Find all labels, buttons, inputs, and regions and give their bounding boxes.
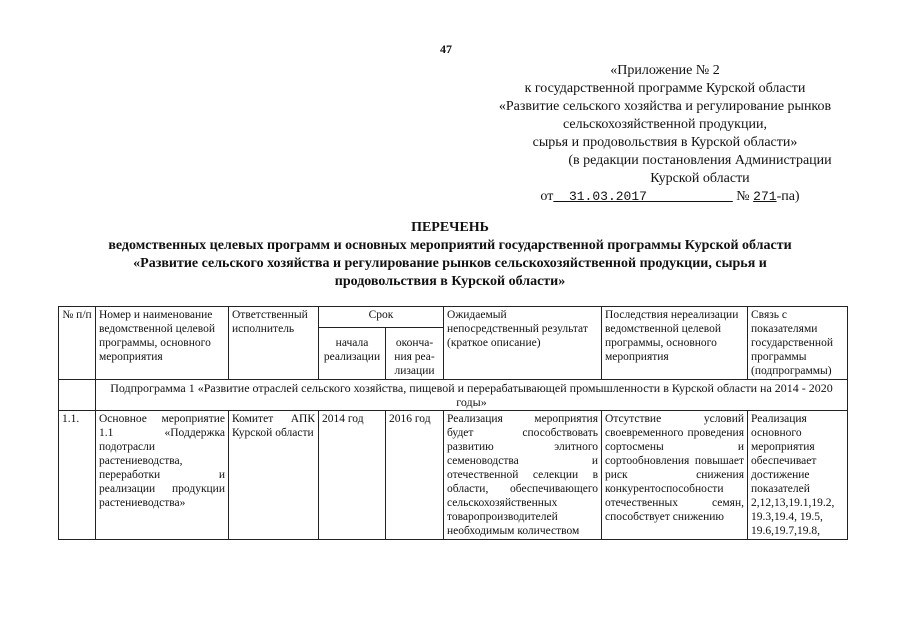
header-term: Срок: [319, 307, 444, 328]
row-num: 1.1.: [59, 411, 96, 540]
appendix-line: к государственной программе Курской области: [524, 81, 806, 96]
document-title: [60, 219, 840, 291]
table-row: [59, 411, 848, 540]
header-consequences: Последствия нереализации ведомственной целевой программы, основного мероприятия: [602, 307, 748, 380]
appendix-line: сельскохозяйственной продукции,: [563, 117, 767, 132]
header-executor: Ответственный исполнитель: [229, 307, 319, 380]
header-term-start: начала реализации: [319, 328, 386, 380]
number-suffix: -па): [776, 189, 800, 204]
title-line: продовольствия в Курской области»: [334, 274, 566, 289]
row-executor: Комитет АПК Курской области: [229, 411, 319, 540]
subprogram-title: Подпрограмма 1 «Развитие отраслей сельского хозяйства, пищевой и перерабатывающей промышленности в Курской области на 2014 - 2020 годы»: [96, 380, 848, 411]
approval-number: 271: [753, 189, 777, 204]
number-prefix: №: [736, 189, 750, 204]
appendix-header: [470, 62, 860, 206]
approval-line: [470, 188, 860, 206]
row-link: Реализация основного мероприятия обеспечивает достижение показателей 2,12,13,19.1,19.2, 19.3,19.4, 19.5, 19.6,19.7,19.8,: [748, 411, 848, 540]
title-line: «Развитие сельского хозяйства и регулирование рынков сельскохозяйственной продукции, сырья и: [133, 256, 767, 271]
page-number: 47: [440, 42, 452, 56]
header-result: Ожидаемый непосредственный результат (краткое описание): [444, 307, 602, 380]
header-term-end: оконча-ния реа-лизации: [386, 328, 444, 380]
appendix-line: (в редакции постановления Администрации: [568, 153, 832, 168]
table-header-row: [59, 307, 848, 328]
programs-table: [58, 306, 848, 540]
row-start: 2014 год: [319, 411, 386, 540]
appendix-line: Курской области: [650, 171, 750, 186]
approval-date: 31.03.2017: [568, 189, 647, 204]
header-num: № п/п: [59, 307, 96, 380]
appendix-line: «Приложение № 2: [610, 63, 720, 78]
header-link: Связь с показателями государственной программы (подпрограммы): [748, 307, 848, 380]
appendix-line: «Развитие сельского хозяйства и регулирование рынков: [498, 99, 832, 114]
title-line: ведомственных целевых программ и основных мероприятий государственной программы Курской области: [108, 238, 792, 253]
header-name: Номер и наименование ведомственной целевой программы, основного мероприятия: [96, 307, 229, 380]
row-consequences: Отсутствие условий своевременного проведения сортосмены и сортообновления повышает риск снижения конкурентоспособности отечественных семян, способствует снижению: [602, 411, 748, 540]
date-prefix: от: [540, 189, 554, 204]
subprogram-row: [59, 380, 848, 411]
row-name: Основное мероприятие 1.1 «Поддержка подотрасли растениеводства, переработки и реализации продукции растениеводства»: [96, 411, 229, 540]
title-heading: ПЕРЕЧЕНЬ: [411, 220, 489, 235]
subprogram-num-cell: [59, 380, 96, 411]
row-result: Реализация мероприятия будет способствовать развитию элитного семеноводства и отечественной селекции в области, обеспечивающего сельскохозяйственных товаропроизводителей необходимым количеством: [444, 411, 602, 540]
row-end: 2016 год: [386, 411, 444, 540]
appendix-line: сырья и продовольствия в Курской области»: [532, 135, 798, 150]
